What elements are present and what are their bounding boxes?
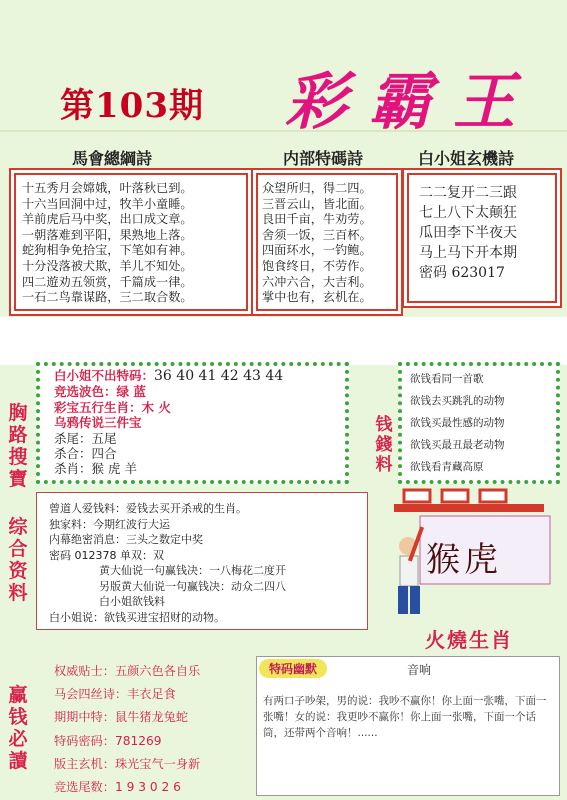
tips-value: 四合 [91,446,117,462]
fire-zodiac-caption: 火燒生肖 [425,628,513,652]
tips-box [36,362,349,484]
poem2-box [256,173,398,311]
tips-value: 木 火 [141,399,171,415]
info-line: 另版黄大仙说一句赢钱决：动众二四八 [99,579,286,593]
poem1-box [14,173,248,311]
poem1-line: 羊前虎后马中奖，出口成文章。 [22,212,193,227]
poem2-line: 六冲六合，大吉利。 [262,274,372,289]
tips-value: 五尾 [91,430,117,446]
poem3-line: 瓜田李下半夜天 [419,225,517,241]
info-line: 黄大仙说一句赢钱决：一八梅花二度开 [99,564,286,577]
fire-zodiac-text: 猴虎 [426,540,502,580]
poem2-line: 饱食终日，不劳作。 [262,258,372,273]
side-label-wish: 钱 錢 料 [375,415,393,475]
info-line: 白小姐说：欲钱买进宝招财的动物。 [49,610,225,624]
info-line: 独家料：今期红波行大运 [49,517,170,531]
tips-value: 绿 蓝 [116,384,146,400]
win-item: 期期中特：鼠牛猪龙兔蛇 [54,710,189,725]
poem1-line: 蛇狗相争免拾宝，下笔如有神。 [22,243,193,258]
win-item: 权威贴士：五颜六色各自乐 [54,664,201,678]
tips-label: 白小姐不出特码： [54,368,155,383]
poem3-title: 白小姐玄機詩 [418,149,515,168]
poem2-line: 众望所归，得二四。 [262,181,372,195]
poem2-line: 四面环水，一钓鲍。 [262,243,372,258]
poem1-line: 十分没落被犬欺，羊儿不知处。 [22,258,193,273]
tips-label: 杀尾： [54,430,92,446]
poem3-line: 密码 623017 [419,265,505,281]
poem3-box [407,173,557,303]
poem1-title: 馬會總綱詩 [72,149,153,168]
wish-item: 欲钱买最性感的动物 [410,417,505,429]
tips-label: 杀合： [54,446,92,462]
win-list [54,660,254,799]
win-item: 版主玄机：珠光宝气一身新 [54,756,201,771]
poem2-line: 舍须一饭，三百杯。 [262,227,372,242]
poem3-line: 七上八下太颠狂 [419,205,517,221]
info-line: 密码 012378 单双：双 [49,548,164,562]
joke-box [256,656,560,796]
issue-number: 第103期 [60,86,204,126]
info-box [36,492,368,630]
joke-text: 有两口子吵架，男的说：我吵不赢你！你上面一张嘴，下面一张嘴！女的说：我更吵不赢你！你上面一张嘴，下面一个话筒，还带两个音响！...... [263,695,547,739]
win-item: 特码密码：781269 [54,733,162,748]
tips-value: 猴 虎 羊 [91,461,137,477]
wish-box [398,362,560,484]
tips-label: 彩宝五行生肖： [54,399,142,415]
wish-item: 欲钱看青藏高原 [410,461,484,473]
win-item: 竞选尾数：1 9 3 0 2 6 [54,780,181,795]
poem1-line: 十六当回洞中过，牧羊小童睡。 [22,196,193,211]
poem1-line: 四二遊劝五领赏，千篇成一律。 [22,274,193,289]
poem3-line: 马上马下开本期 [419,245,517,261]
joke-title: 音响 [407,663,432,677]
poem2-line: 三晋云山，皆北面。 [262,196,372,211]
wish-item: 欲钱买最丑最老动物 [410,439,505,451]
tips-label: 竞选波色： [54,384,117,400]
poem1-line: 十五秀月会嫦娥，叶落秋已到。 [22,181,193,195]
side-label-win: 赢 钱 必 讀 [8,684,28,772]
info-line: 内幕绝密消息：三头之数定中奖 [49,533,203,546]
tips-label: 杀肖： [54,461,92,477]
poem1-line: 一朝落难到平阳，果熟地上落。 [22,227,193,242]
poem2-line: 掌中也有，玄机在。 [262,290,372,305]
win-item: 马会四丝诗：丰衣足食 [54,687,176,702]
wish-item: 欲钱去买跳乳的动物 [410,395,505,407]
poem2-title: 内部特碼詩 [283,149,364,168]
tips-heading: 乌鸦传说三件宝 [54,415,142,431]
side-label-tips: 胸 路 搜 寶 [8,402,28,490]
joke-tag: 特码幽默 [259,659,327,678]
poem1-line: 一石二鸟靠谋路，三二取合数。 [22,290,193,305]
poem2-line: 良田千亩，牛劝劳。 [262,212,372,227]
side-label-info: 综 合 资 料 [8,516,28,604]
poem3-line: 二二复开二三跟 [419,185,517,201]
info-line: 白小姐欲钱料 [99,595,165,608]
info-line: 曾道人爱钱料：爱钱去买开杀戒的生肖。 [49,502,247,515]
wish-item: 欲钱看同一首歌 [410,373,484,385]
tips-value: 36 40 41 42 43 44 [154,368,284,384]
brand-title: 彩霸王 [285,65,538,138]
